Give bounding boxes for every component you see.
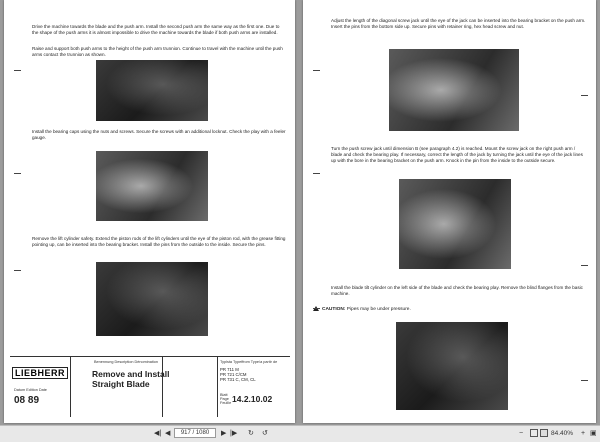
two-page-view-icon[interactable] bbox=[540, 429, 548, 437]
margin-mark bbox=[581, 380, 588, 381]
first-page-button[interactable]: ◀| bbox=[154, 430, 162, 437]
photo-push-screw-jack bbox=[399, 179, 511, 269]
page-number-input[interactable]: 917 / 1080 bbox=[174, 428, 216, 438]
rotate-icon[interactable]: ↻ bbox=[248, 430, 254, 437]
title-block bbox=[10, 356, 290, 417]
photo-screw-jack bbox=[389, 49, 519, 131]
margin-mark bbox=[14, 70, 21, 71]
zoom-in-icon[interactable]: + bbox=[581, 430, 586, 437]
photo-tilt-cylinder bbox=[396, 322, 508, 410]
document-date: 08 89 bbox=[14, 395, 40, 406]
document-title: Remove and Install Straight Blade bbox=[92, 369, 170, 389]
instruction-paragraph: Install the blade tilt cylinder on the left side of the blade and check the bearing play. Remove the blind flanges from the basic machine. bbox=[331, 285, 583, 296]
previous-page-button[interactable]: ◀ bbox=[165, 430, 171, 437]
margin-mark bbox=[581, 95, 588, 96]
viewer-toolbar bbox=[0, 425, 600, 442]
margin-mark bbox=[581, 265, 588, 266]
document-page-left bbox=[4, 0, 295, 423]
next-page-button[interactable]: ▶ bbox=[221, 430, 227, 437]
liebherr-logo: LIEBHERR bbox=[12, 367, 68, 379]
photo-lift-cylinder bbox=[96, 262, 208, 336]
margin-mark bbox=[14, 270, 21, 271]
margin-mark bbox=[313, 308, 320, 309]
margin-mark bbox=[313, 173, 320, 174]
page-header: Blatt Page Feuille bbox=[220, 393, 232, 405]
zoom-out-icon[interactable]: − bbox=[519, 430, 524, 437]
single-page-view-icon[interactable] bbox=[530, 429, 538, 437]
zoom-level[interactable]: 84.40% bbox=[551, 430, 574, 437]
refresh-icon[interactable]: ↺ bbox=[262, 430, 268, 437]
photo-push-arm bbox=[96, 60, 208, 121]
instruction-paragraph: Raise and support both push arms to the height of the push arm trunnion. Continue to travel with the machine until the push arms contact the trunnion as shown. bbox=[32, 46, 283, 57]
last-page-button[interactable]: |▶ bbox=[230, 430, 238, 437]
instruction-paragraph: Install the bearing caps using the nuts and screws. Secure the screws with an additional locknut. Check the play with a feeler gauge. bbox=[32, 129, 286, 140]
type-header: Typlsta Typeffrom Type/a partir de bbox=[220, 360, 278, 364]
model-types: PR 711 M PR 721 C/CM PR 731 C, CM, CL bbox=[220, 367, 256, 383]
fullscreen-icon[interactable]: ▣ bbox=[590, 430, 597, 437]
margin-mark bbox=[313, 70, 320, 71]
date-header: Datum Edition Date bbox=[14, 388, 47, 392]
document-number: 14.2.10.02 bbox=[232, 394, 273, 404]
designation-header: Benennung Description Dénomination bbox=[94, 360, 158, 364]
instruction-paragraph: Turn the push screw jack until dimension B (see paragraph 4.2) is reached. Mount the screw jack on the right push arm / blade and check the bearing play. If necessary, correct the length of the jack by turning the jack until the eye of the jack lines up with the bore in the bearing bracket on the push arm. Knock in the pin from the inside to the outside secure. bbox=[331, 146, 583, 163]
margin-mark bbox=[14, 173, 21, 174]
caution-note: CAUTION: Pipes may be under pressure. bbox=[313, 306, 411, 312]
instruction-paragraph: Remove the lift cylinder safety. Extend the piston rods of the lift cylinders until the eye of the piston rod, with the grease fitting pointing up, can be inserted into the bearing bracket. Install the pins from the outside to the inside. Secure the pins. bbox=[32, 236, 286, 247]
photo-bearing-caps bbox=[96, 151, 208, 221]
document-page-right bbox=[303, 0, 596, 423]
instruction-paragraph: Drive the machine towards the blade and the push arm. Install the second push arm the same way as the first one. Due to the shape of the push arms it is almost impossible to drive the machine towards the blade if both push arms are installed. bbox=[32, 24, 280, 35]
instruction-paragraph: Adjust the length of the diagonal screw jack until the eye of the jack can be inserted into the bearing bracket on the push arm. Insert the pins from the bottom side up. Secure pins with retainer ring, hex head screw and nut. bbox=[331, 18, 586, 29]
